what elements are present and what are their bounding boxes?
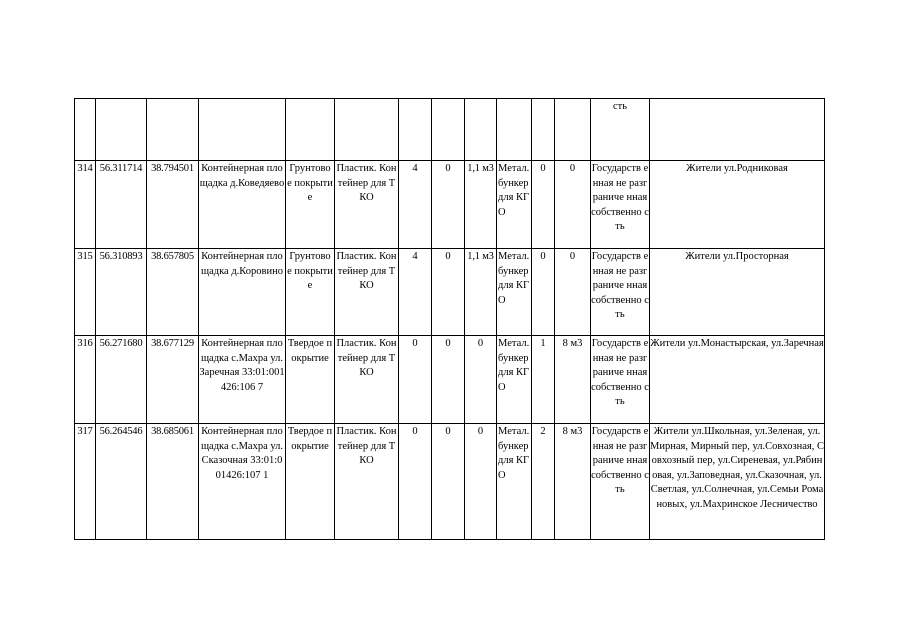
ownership-cell: Государств енная не разграниче нная собственно сть	[591, 424, 650, 540]
object-cell: Контейнерная площадка с.Махра ул.Сказочная 33:01:001426:107 1	[199, 424, 286, 540]
kgo-count-cell: 0	[532, 161, 555, 249]
registry-table	[74, 98, 825, 540]
surface-cell: Грунтово е покрытие	[286, 249, 335, 336]
container-count2-cell: 0	[432, 336, 465, 424]
kgo-count-cell: 1	[532, 336, 555, 424]
kgo-volume-cell: 0	[555, 161, 591, 249]
row-number: 314	[75, 161, 96, 249]
container-count-cell: 0	[399, 424, 432, 540]
latitude-cell: 56.271680	[96, 336, 147, 424]
kgo-volume-cell: 8 м3	[555, 336, 591, 424]
residents-cell: Жители ул.Школьная, ул.Зеленая, ул.Мирная, Мирный пер, ул.Совхозная, Совхозный пер, ул.Сиреневая, ул.Рябиновая, ул.Заповедная, ул.Сказочная, ул.Светлая, ул.Солнечная, ул.Семьи Романовых, ул.Махринское Лесничество	[650, 424, 825, 540]
container-count2-cell: 0	[432, 161, 465, 249]
volume-cell: 0	[465, 424, 497, 540]
object-cell: Контейнерная площадка с.Махра ул.Заречная 33:01:001426:106 7	[199, 336, 286, 424]
container-count-cell: 4	[399, 161, 432, 249]
kgo-volume-cell	[555, 99, 591, 161]
latitude-cell	[96, 99, 147, 161]
ownership-cell: Государств енная не разграниче нная собственно сть	[591, 161, 650, 249]
kgo-type-cell: Метал. бункер для КГО	[497, 161, 532, 249]
ownership-cell: Государств енная не разграниче нная собственно сть	[591, 336, 650, 424]
residents-cell: Жители ул.Просторная	[650, 249, 825, 336]
ownership-cell: сть	[591, 99, 650, 161]
kgo-volume-cell: 0	[555, 249, 591, 336]
kgo-count-cell: 2	[532, 424, 555, 540]
table-row	[75, 161, 825, 249]
kgo-type-cell: Метал. бункер для КГО	[497, 424, 532, 540]
object-cell: Контейнерная площадка д.Коведяево	[199, 161, 286, 249]
residents-cell: Жители ул.Родниковая	[650, 161, 825, 249]
volume-cell: 1,1 м3	[465, 249, 497, 336]
table-row	[75, 249, 825, 336]
longitude-cell: 38.657805	[147, 249, 199, 336]
kgo-count-cell: 0	[532, 249, 555, 336]
row-number	[75, 99, 96, 161]
kgo-count-cell	[532, 99, 555, 161]
kgo-type-cell: Метал. бункер для КГО	[497, 336, 532, 424]
object-cell	[199, 99, 286, 161]
container-type-cell: Пластик. Контейнер для ТКО	[335, 424, 399, 540]
table-row	[75, 99, 825, 161]
volume-cell: 1,1 м3	[465, 161, 497, 249]
container-count-cell: 4	[399, 249, 432, 336]
container-count2-cell: 0	[432, 249, 465, 336]
latitude-cell: 56.264546	[96, 424, 147, 540]
surface-cell	[286, 99, 335, 161]
container-count2-cell	[432, 99, 465, 161]
kgo-type-cell	[497, 99, 532, 161]
container-count-cell: 0	[399, 336, 432, 424]
kgo-volume-cell: 8 м3	[555, 424, 591, 540]
surface-cell: Твердое покрытие	[286, 336, 335, 424]
container-count2-cell: 0	[432, 424, 465, 540]
longitude-cell	[147, 99, 199, 161]
longitude-cell: 38.677129	[147, 336, 199, 424]
row-number: 316	[75, 336, 96, 424]
longitude-cell: 38.685061	[147, 424, 199, 540]
container-type-cell: Пластик. Контейнер для ТКО	[335, 249, 399, 336]
table-row	[75, 424, 825, 540]
container-type-cell: Пластик. Контейнер для ТКО	[335, 336, 399, 424]
latitude-cell: 56.310893	[96, 249, 147, 336]
ownership-cell: Государств енная не разграниче нная собственно сть	[591, 249, 650, 336]
container-type-cell	[335, 99, 399, 161]
container-count-cell	[399, 99, 432, 161]
table-row	[75, 336, 825, 424]
row-number: 315	[75, 249, 96, 336]
volume-cell: 0	[465, 336, 497, 424]
kgo-type-cell: Метал. бункер для КГО	[497, 249, 532, 336]
object-cell: Контейнерная площадка д.Коровино	[199, 249, 286, 336]
surface-cell: Твердое покрытие	[286, 424, 335, 540]
latitude-cell: 56.311714	[96, 161, 147, 249]
surface-cell: Грунтово е покрытие	[286, 161, 335, 249]
container-type-cell: Пластик. Контейнер для ТКО	[335, 161, 399, 249]
longitude-cell: 38.794501	[147, 161, 199, 249]
volume-cell	[465, 99, 497, 161]
residents-cell: Жители ул.Монастырская, ул.Заречная	[650, 336, 825, 424]
residents-cell	[650, 99, 825, 161]
row-number: 317	[75, 424, 96, 540]
